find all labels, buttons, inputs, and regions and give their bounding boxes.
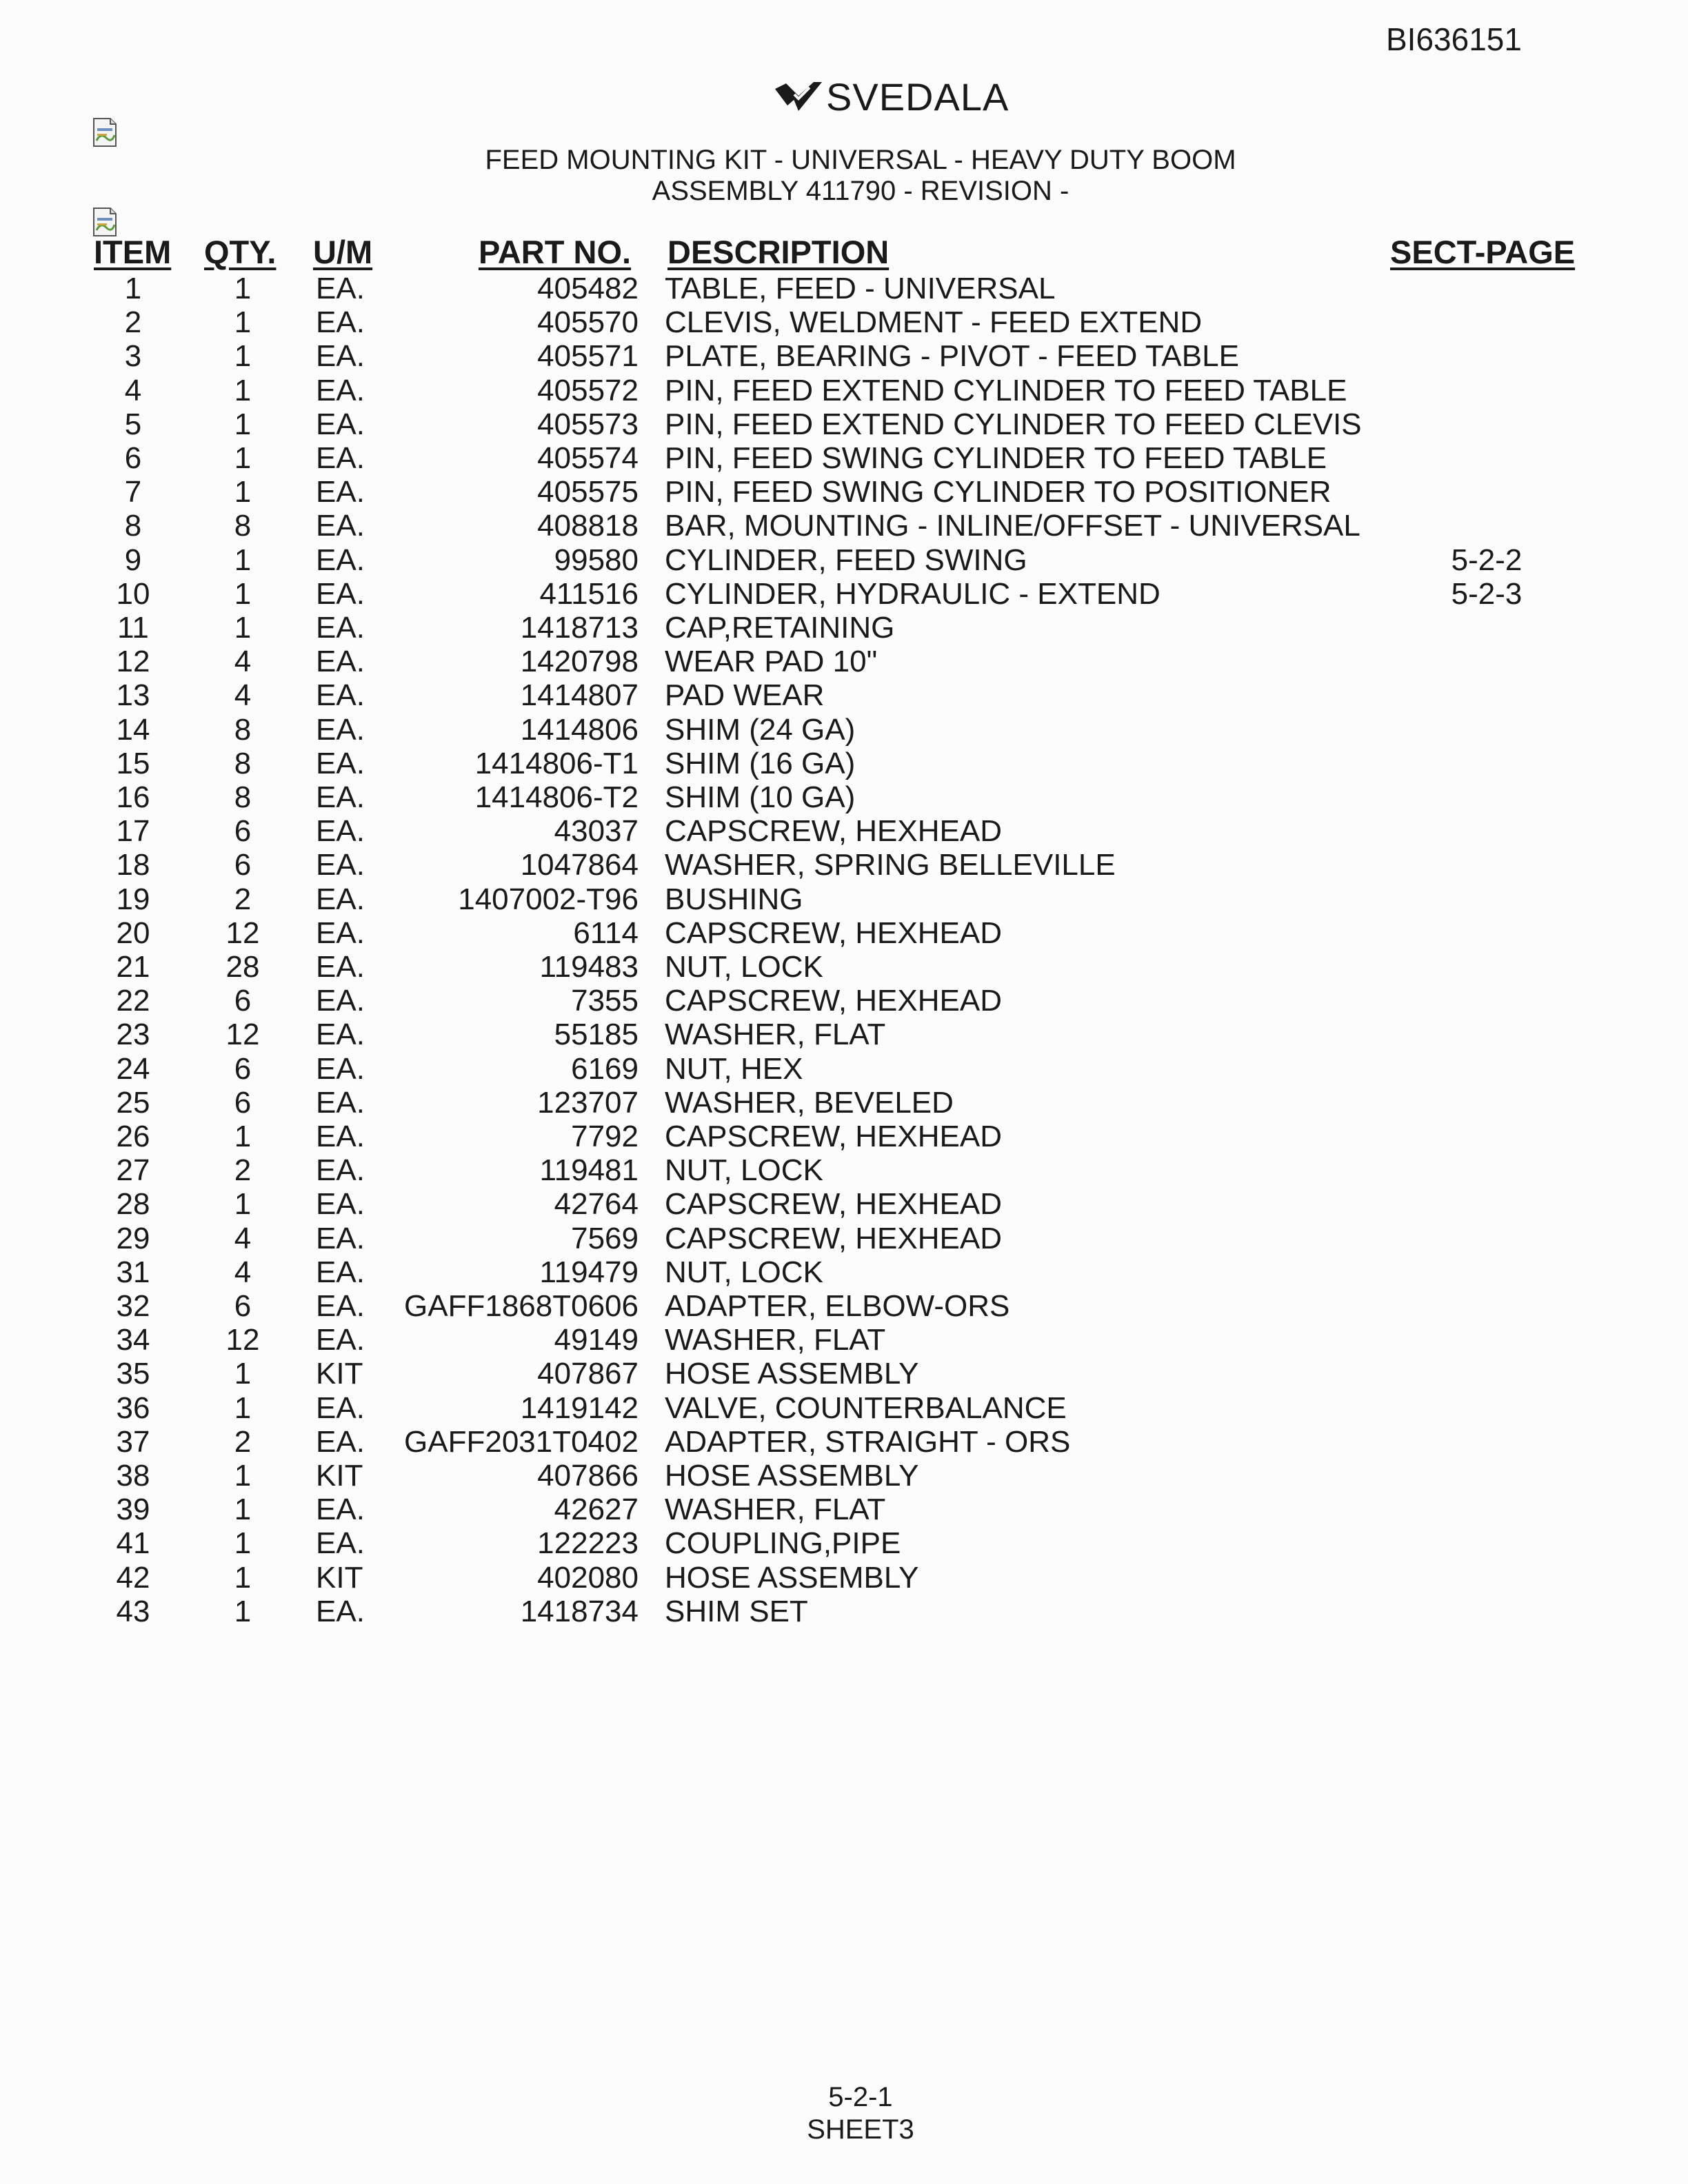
table-row [0, 272, 1688, 305]
item-number: 5 [124, 407, 142, 441]
table-row [0, 984, 1688, 1018]
description: PIN, FEED EXTEND CYLINDER TO FEED CLEVIS [665, 407, 1362, 441]
unit-of-measure: EA. [316, 848, 365, 882]
unit-of-measure: EA. [316, 645, 365, 679]
description: NUT, LOCK [665, 1153, 823, 1188]
part-number: 1414806 [520, 712, 639, 747]
item-number: 35 [116, 1357, 150, 1391]
assembly-revision: ASSEMBLY 411790 - REVISION - [652, 176, 1069, 206]
part-number: 405572 [537, 373, 639, 407]
table-row [0, 747, 1688, 780]
quantity: 28 [225, 950, 260, 984]
quantity: 6 [234, 1085, 252, 1120]
description: PIN, FEED SWING CYLINDER TO FEED TABLE [665, 441, 1327, 475]
unit-of-measure: EA. [316, 1018, 365, 1052]
part-number: 411516 [539, 576, 639, 611]
quantity: 1 [234, 373, 252, 407]
item-number: 13 [116, 678, 150, 713]
description: TABLE, FEED - UNIVERSAL [665, 272, 1056, 305]
svedala-logo [774, 74, 1009, 119]
item-number: 42 [116, 1560, 150, 1595]
item-number: 25 [116, 1085, 150, 1120]
kit-title: FEED MOUNTING KIT - UNIVERSAL - HEAVY DUTY BOOM [485, 145, 1236, 175]
column-header-part-no: PART NO. [479, 234, 632, 270]
description: SHIM (10 GA) [665, 780, 856, 814]
part-number: 405575 [537, 475, 639, 509]
table-row [0, 713, 1688, 747]
description: WASHER, FLAT [665, 1493, 886, 1527]
table-row [0, 1153, 1688, 1187]
quantity: 1 [234, 1526, 252, 1561]
description: WASHER, SPRING BELLEVILLE [665, 848, 1116, 882]
table-row [0, 543, 1688, 577]
item-number: 41 [116, 1526, 150, 1561]
quantity: 1 [234, 305, 252, 340]
unit-of-measure: EA. [316, 1391, 365, 1425]
part-number: 1414807 [520, 678, 639, 713]
table-row [0, 1086, 1688, 1120]
table-row [0, 1595, 1688, 1628]
item-number: 6 [124, 441, 142, 475]
table-row [0, 1493, 1688, 1526]
quantity: 2 [234, 1153, 252, 1188]
quantity: 6 [234, 1051, 252, 1086]
description: CLEVIS, WELDMENT - FEED EXTEND [665, 305, 1203, 340]
description: CYLINDER, FEED SWING [665, 543, 1027, 577]
description: SHIM (16 GA) [665, 746, 856, 780]
column-header-description: DESCRIPTION [667, 234, 890, 270]
item-number: 3 [124, 339, 142, 374]
quantity: 1 [234, 441, 252, 475]
quantity: 1 [234, 1391, 252, 1425]
table-row [0, 1459, 1688, 1493]
unit-of-measure: EA. [316, 1289, 365, 1323]
description: PLATE, BEARING - PIVOT - FEED TABLE [665, 339, 1239, 374]
unit-of-measure: EA. [316, 373, 365, 407]
table-row [0, 1561, 1688, 1595]
description: SHIM SET [665, 1594, 808, 1628]
item-number: 14 [116, 712, 150, 747]
quantity: 4 [234, 1221, 252, 1255]
description: ADAPTER, STRAIGHT - ORS [665, 1424, 1071, 1459]
item-number: 7 [124, 475, 142, 509]
unit-of-measure: EA. [316, 305, 365, 340]
unit-of-measure: EA. [316, 780, 365, 814]
description: PIN, FEED EXTEND CYLINDER TO FEED TABLE [665, 373, 1347, 407]
table-row [0, 475, 1688, 509]
brand-name: SVEDALA [826, 75, 1009, 119]
description: WEAR PAD 10" [665, 645, 878, 679]
quantity: 1 [234, 407, 252, 441]
quantity: 8 [234, 746, 252, 780]
table-row [0, 1357, 1688, 1391]
part-number: 1407002-T96 [458, 882, 639, 916]
table-row [0, 1391, 1688, 1425]
item-number: 1 [124, 272, 142, 305]
column-header-um: U/M [313, 234, 373, 270]
quantity: 4 [234, 678, 252, 713]
svedala-logo-mark-icon [774, 81, 823, 114]
table-row [0, 848, 1688, 882]
table-row [0, 374, 1688, 407]
unit-of-measure: EA. [316, 882, 365, 916]
unit-of-measure: EA. [316, 1187, 365, 1222]
unit-of-measure: EA. [316, 950, 365, 984]
quantity: 2 [234, 1424, 252, 1459]
unit-of-measure: EA. [316, 1221, 365, 1255]
table-row [0, 1526, 1688, 1560]
quantity: 6 [234, 1289, 252, 1323]
description: CAP,RETAINING [665, 611, 895, 645]
table-row [0, 441, 1688, 475]
description: BUSHING [665, 882, 803, 916]
table-row [0, 1289, 1688, 1323]
description: HOSE ASSEMBLY [665, 1357, 919, 1391]
quantity: 1 [234, 611, 252, 645]
unit-of-measure: EA. [316, 1051, 365, 1086]
description: CYLINDER, HYDRAULIC - EXTEND [665, 576, 1160, 611]
quantity: 1 [234, 1560, 252, 1595]
quantity: 1 [234, 543, 252, 577]
table-row [0, 577, 1688, 611]
part-number: 6169 [571, 1051, 639, 1086]
description: VALVE, COUNTERBALANCE [665, 1391, 1067, 1425]
quantity: 8 [234, 509, 252, 543]
part-number: 1414806-T2 [474, 780, 639, 814]
column-header-item: ITEM [94, 234, 172, 270]
table-row [0, 916, 1688, 950]
table-row [0, 1255, 1688, 1289]
part-number: 408818 [537, 509, 639, 543]
unit-of-measure: EA. [316, 916, 365, 950]
description: CAPSCREW, HEXHEAD [665, 1221, 1002, 1255]
description: NUT, LOCK [665, 1255, 823, 1289]
unit-of-measure: EA. [316, 1594, 365, 1628]
unit-of-measure: KIT [316, 1560, 363, 1595]
unit-of-measure: KIT [316, 1357, 363, 1391]
table-row [0, 1052, 1688, 1086]
description: NUT, HEX [665, 1051, 803, 1086]
item-number: 12 [116, 645, 150, 679]
unit-of-measure: KIT [316, 1459, 363, 1493]
quantity: 4 [234, 1255, 252, 1289]
part-number: 407866 [537, 1459, 639, 1493]
item-number: 43 [116, 1594, 150, 1628]
table-row [0, 305, 1688, 339]
description: SHIM (24 GA) [665, 712, 856, 747]
part-number: 123707 [537, 1085, 639, 1120]
quantity: 4 [234, 645, 252, 679]
item-number: 29 [116, 1221, 150, 1255]
description: CAPSCREW, HEXHEAD [665, 984, 1002, 1018]
quantity: 12 [225, 1018, 260, 1052]
part-number: 405574 [537, 441, 639, 475]
unit-of-measure: EA. [316, 1526, 365, 1561]
description: NUT, LOCK [665, 950, 823, 984]
quantity: 1 [234, 1120, 252, 1153]
unit-of-measure: EA. [316, 814, 365, 849]
item-number: 23 [116, 1018, 150, 1052]
quantity: 1 [234, 1594, 252, 1628]
table-row [0, 882, 1688, 916]
unit-of-measure: EA. [316, 1424, 365, 1459]
table-row [0, 1018, 1688, 1051]
part-number: 402080 [537, 1560, 639, 1595]
item-number: 32 [116, 1289, 150, 1323]
unit-of-measure: EA. [316, 611, 365, 645]
description: CAPSCREW, HEXHEAD [665, 916, 1002, 950]
item-number: 18 [116, 848, 150, 882]
item-number: 2 [124, 305, 142, 340]
unit-of-measure: EA. [316, 475, 365, 509]
item-number: 20 [116, 916, 150, 950]
unit-of-measure: EA. [316, 984, 365, 1018]
column-header-qty: QTY. [204, 234, 277, 270]
table-row [0, 950, 1688, 984]
part-number: 405482 [537, 272, 639, 305]
part-number: 7569 [571, 1221, 639, 1255]
item-number: 17 [116, 814, 150, 849]
part-number: 1419142 [520, 1391, 639, 1425]
item-number: 22 [116, 984, 150, 1018]
table-row [0, 1120, 1688, 1153]
part-number: 1047864 [520, 848, 639, 882]
part-number: 119479 [539, 1255, 639, 1289]
unit-of-measure: EA. [316, 576, 365, 611]
unit-of-measure: EA. [316, 712, 365, 747]
quantity: 6 [234, 984, 252, 1018]
table-row [0, 1323, 1688, 1357]
part-number: 407867 [537, 1357, 639, 1391]
part-number: 1418713 [520, 611, 639, 645]
sect-page: 5-2-3 [1451, 576, 1523, 611]
quantity: 6 [234, 848, 252, 882]
quantity: 6 [234, 814, 252, 849]
quantity: 2 [234, 882, 252, 916]
part-number: 405571 [537, 339, 639, 374]
description: ADAPTER, ELBOW-ORS [665, 1289, 1010, 1323]
item-number: 27 [116, 1153, 150, 1188]
quantity: 1 [234, 1493, 252, 1527]
sheet-label: SHEET3 [807, 2114, 914, 2145]
item-number: 26 [116, 1120, 150, 1153]
sect-page: 5-2-2 [1451, 543, 1523, 577]
part-number: 405573 [537, 407, 639, 441]
part-number: 6114 [573, 916, 639, 950]
part-number: 7792 [571, 1120, 639, 1153]
unit-of-measure: EA. [316, 441, 365, 475]
part-number: 55185 [554, 1018, 639, 1052]
part-number: 119483 [539, 950, 639, 984]
item-number: 8 [124, 509, 142, 543]
unit-of-measure: EA. [316, 407, 365, 441]
quantity: 1 [234, 1357, 252, 1391]
unit-of-measure: EA. [316, 746, 365, 780]
description: CAPSCREW, HEXHEAD [665, 1120, 1002, 1153]
unit-of-measure: EA. [316, 1493, 365, 1527]
part-number: 43037 [554, 814, 639, 849]
unit-of-measure: EA. [316, 678, 365, 713]
item-number: 21 [116, 950, 150, 984]
part-number: 42764 [554, 1187, 639, 1222]
table-row [0, 339, 1688, 373]
description: WASHER, FLAT [665, 1018, 886, 1052]
description: WASHER, FLAT [665, 1323, 886, 1357]
table-row [0, 678, 1688, 712]
unit-of-measure: EA. [316, 272, 365, 305]
item-number: 15 [116, 746, 150, 780]
table-row [0, 645, 1688, 678]
document-id: BI636151 [1386, 21, 1522, 57]
quantity: 12 [225, 916, 260, 950]
table-row [0, 780, 1688, 814]
unit-of-measure: EA. [316, 1323, 365, 1357]
table-row [0, 509, 1688, 543]
item-number: 31 [116, 1255, 150, 1289]
unit-of-measure: EA. [316, 1255, 365, 1289]
part-number: 122223 [537, 1526, 639, 1561]
item-number: 11 [117, 611, 149, 645]
part-number: 42627 [554, 1493, 639, 1527]
description: CAPSCREW, HEXHEAD [665, 1187, 1002, 1222]
description: WASHER, BEVELED [665, 1085, 954, 1120]
quantity: 1 [234, 272, 252, 305]
quantity: 12 [225, 1323, 260, 1357]
item-number: 4 [124, 373, 142, 407]
quantity: 8 [234, 712, 252, 747]
description: BAR, MOUNTING - INLINE/OFFSET - UNIVERSAL [665, 509, 1360, 543]
table-row [0, 611, 1688, 645]
item-number: 19 [116, 882, 150, 916]
quantity: 8 [234, 780, 252, 814]
table-row [0, 814, 1688, 848]
description: PIN, FEED SWING CYLINDER TO POSITIONER [665, 475, 1332, 509]
part-number: 7355 [571, 984, 639, 1018]
table-row [0, 407, 1688, 441]
description: CAPSCREW, HEXHEAD [665, 814, 1002, 849]
item-number: 16 [116, 780, 150, 814]
part-number: GAFF2031T0402 [404, 1424, 639, 1459]
description: HOSE ASSEMBLY [665, 1560, 919, 1595]
unit-of-measure: EA. [316, 543, 365, 577]
item-number: 9 [124, 543, 142, 577]
part-number: 1418734 [520, 1594, 639, 1628]
page-number: 5-2-1 [828, 2082, 893, 2112]
item-number: 36 [116, 1391, 150, 1425]
part-number: 405570 [537, 305, 639, 340]
item-number: 37 [116, 1424, 150, 1459]
part-number: 99580 [554, 543, 639, 577]
part-number: 119481 [539, 1153, 639, 1188]
table-row [0, 1187, 1688, 1221]
quantity: 1 [234, 1459, 252, 1493]
part-number: 1414806-T1 [474, 746, 639, 780]
description: HOSE ASSEMBLY [665, 1459, 919, 1493]
item-number: 34 [116, 1323, 150, 1357]
description: PAD WEAR [665, 678, 825, 713]
unit-of-measure: EA. [316, 339, 365, 374]
quantity: 1 [234, 339, 252, 374]
unit-of-measure: EA. [316, 1120, 365, 1153]
document-icon[interactable] [91, 117, 119, 148]
item-number: 28 [116, 1187, 150, 1222]
parts-table-header [0, 233, 1688, 270]
table-row [0, 1425, 1688, 1459]
part-number: GAFF1868T0606 [404, 1289, 639, 1323]
quantity: 1 [234, 475, 252, 509]
part-number: 1420798 [520, 645, 639, 679]
part-number: 49149 [554, 1323, 639, 1357]
unit-of-measure: EA. [316, 1085, 365, 1120]
item-number: 10 [116, 576, 150, 611]
unit-of-measure: EA. [316, 509, 365, 543]
item-number: 24 [116, 1051, 150, 1086]
column-header-sect-page: SECT-PAGE [1390, 234, 1576, 270]
quantity: 1 [234, 1187, 252, 1222]
item-number: 39 [116, 1493, 150, 1527]
quantity: 1 [234, 576, 252, 611]
description: COUPLING,PIPE [665, 1526, 901, 1561]
table-row [0, 1222, 1688, 1255]
item-number: 38 [116, 1459, 150, 1493]
unit-of-measure: EA. [316, 1153, 365, 1188]
